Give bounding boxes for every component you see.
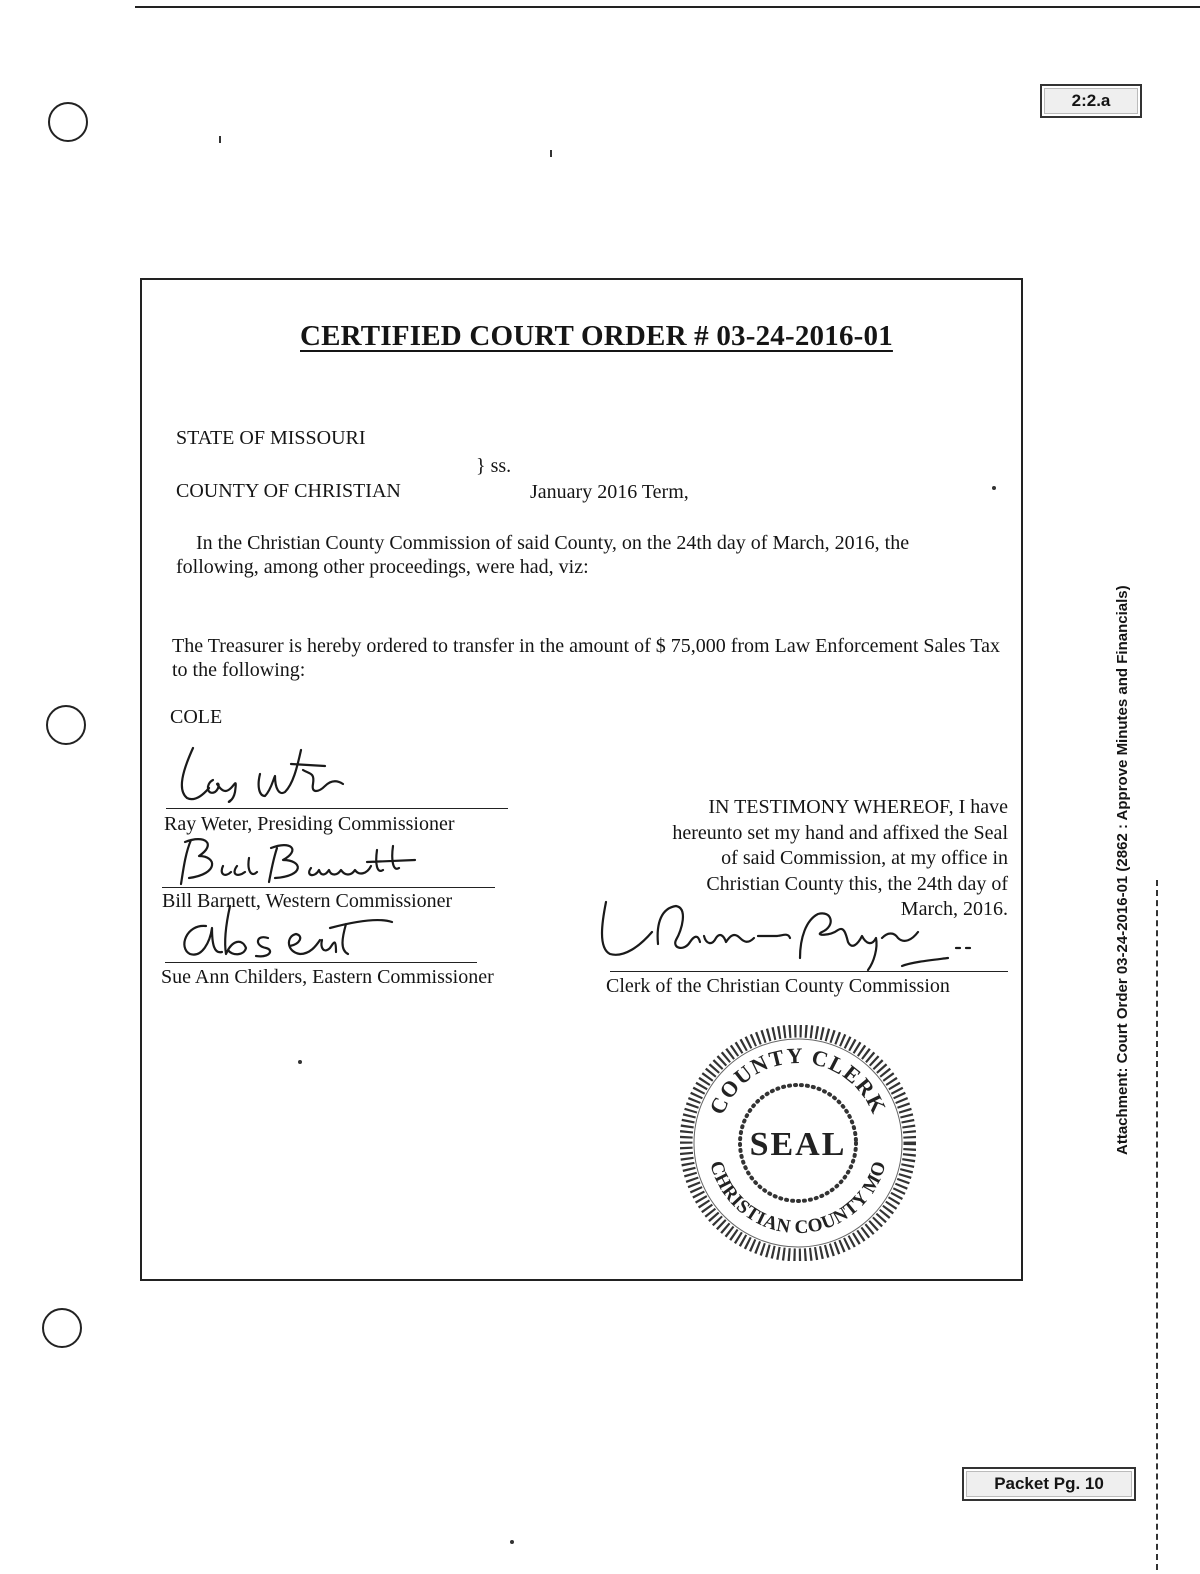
state-label: STATE OF MISSOURI bbox=[176, 427, 366, 449]
county-label: COUNTY OF CHRISTIAN bbox=[176, 480, 401, 502]
signature-line-eastern bbox=[165, 962, 477, 963]
eastern-commissioner-label: Sue Ann Childers, Eastern Commissioner bbox=[161, 966, 494, 988]
ss-marker: } ss. bbox=[476, 455, 512, 477]
signature-ray-weter bbox=[165, 740, 385, 810]
page-top-rule bbox=[135, 6, 1200, 8]
intro-paragraph: In the Christian County Commission of said County, on the 24th day of March, 2016, the following, among other proceedings, were had, viz: bbox=[176, 532, 910, 578]
scan-speck bbox=[219, 136, 221, 143]
punch-hole-top bbox=[48, 102, 88, 142]
term-label: January 2016 Term, bbox=[530, 481, 689, 503]
signature-line-clerk bbox=[610, 971, 1008, 972]
seal-top-text: COUNTY CLERK bbox=[704, 1042, 892, 1119]
clerk-label: Clerk of the Christian County Commission bbox=[606, 975, 950, 997]
scan-speck bbox=[510, 1540, 514, 1544]
page-title: CERTIFIED COURT ORDER # 03-24-2016-01 bbox=[300, 320, 893, 352]
header-stamp: 2:2.a bbox=[1040, 84, 1142, 118]
punch-hole-middle bbox=[46, 705, 86, 745]
scan-speck bbox=[550, 150, 552, 157]
signature-norman-ryan bbox=[592, 892, 982, 982]
punch-hole-bottom bbox=[42, 1308, 82, 1348]
seal-center-text: SEAL bbox=[749, 1126, 847, 1163]
testimony-paragraph: IN TESTIMONY WHEREOF, I have hereunto set my hand and affixed the Seal of said Commission, at my office in Christian County this, the 24th day of March, 2016. bbox=[672, 796, 1008, 920]
western-commissioner-label: Bill Barnett, Western Commissioner bbox=[162, 890, 453, 912]
signature-absent bbox=[170, 898, 400, 968]
presiding-commissioner-label: Ray Weter, Presiding Commissioner bbox=[164, 813, 455, 835]
page-right-rule bbox=[1156, 880, 1158, 1570]
footer-stamp: Packet Pg. 10 bbox=[962, 1467, 1136, 1501]
county-clerk-seal bbox=[680, 1025, 916, 1261]
recipient-label: COLE bbox=[170, 706, 223, 728]
side-attachment-label: Attachment: Court Order 03-24-2016-01 (2862 : Approve Minutes and Financials) bbox=[1114, 585, 1131, 1155]
signature-bill-barnett bbox=[165, 830, 435, 890]
signature-line-presiding bbox=[166, 808, 508, 809]
signature-line-western bbox=[162, 887, 495, 888]
seal-bottom-text: CHRISTIAN COUNTY MO bbox=[705, 1158, 891, 1239]
svg-text:COUNTY CLERK bbox=[704, 1043, 892, 1118]
directive-paragraph: The Treasurer is hereby ordered to transfer in the amount of $ 75,000 from Law Enforcement Sales Tax to the following: bbox=[172, 635, 1000, 681]
